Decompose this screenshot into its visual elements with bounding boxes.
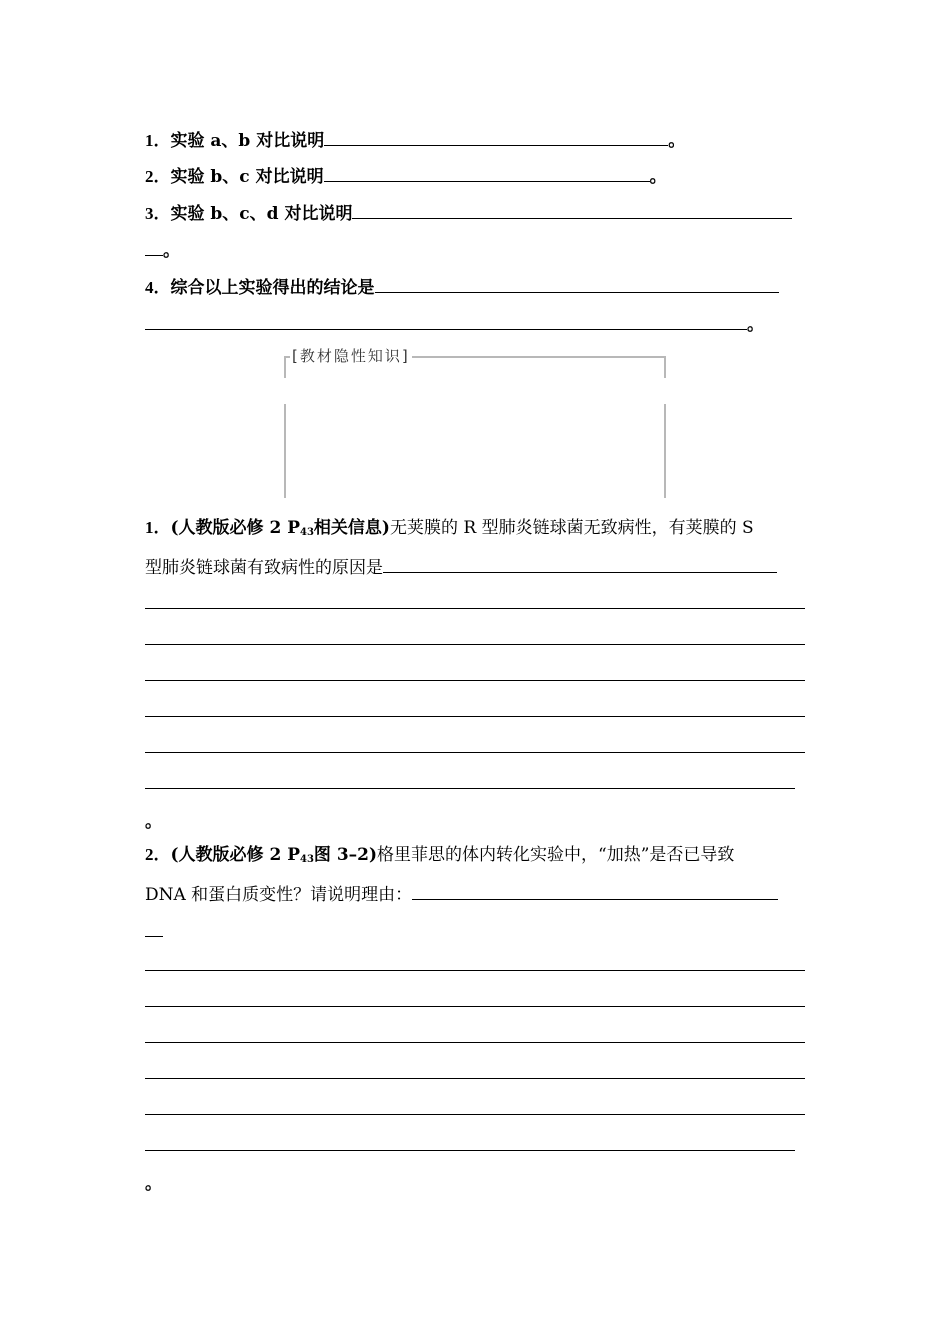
title-text: 教材隐性知识	[299, 347, 402, 365]
experiment-2-line	[145, 162, 667, 186]
title-bracket-right: ]	[401, 347, 410, 365]
experiment-4-blank-cont[interactable]	[145, 310, 747, 330]
experiment-4-text: 综合以上实验得出的结论是	[170, 278, 375, 298]
experiment-3-end: 。	[163, 241, 180, 261]
experiment-2-number: 2	[145, 167, 154, 186]
question-1-source-prefix: (人教版必修 2 P	[170, 518, 300, 538]
question-2-answer-line[interactable]	[145, 1150, 795, 1151]
experiment-3-number: 3	[145, 204, 154, 223]
question-2-answer-line[interactable]	[145, 970, 805, 971]
experiment-3-blank[interactable]	[352, 199, 792, 219]
hidden-knowledge-title	[290, 346, 412, 366]
experiment-4-end: 。	[747, 315, 764, 335]
question-1-sep: ．	[153, 518, 171, 538]
question-2-line-1	[145, 843, 734, 867]
question-1-answer-line[interactable]	[145, 608, 805, 609]
experiment-1-blank[interactable]	[324, 126, 668, 146]
experiment-1-sep: ．	[153, 131, 171, 151]
experiment-3-blank-cont[interactable]	[145, 236, 163, 256]
experiment-3-line	[145, 199, 792, 223]
question-2-line-3	[145, 917, 163, 941]
experiment-1-line	[145, 126, 685, 150]
question-1-line-2	[145, 553, 777, 577]
question-2-source-suffix: 图 3–2)	[313, 845, 378, 865]
experiment-4-line-cont	[145, 310, 764, 334]
experiment-1-text: 实验 a、b 对比说明	[170, 131, 325, 151]
experiment-3-sep: ．	[153, 204, 171, 224]
experiment-3-line-cont	[145, 236, 180, 260]
question-1-answer-line[interactable]	[145, 680, 805, 681]
experiment-2-end: 。	[649, 167, 667, 187]
experiment-4-number: 4	[145, 278, 154, 297]
question-1-answer-line[interactable]	[145, 788, 795, 789]
experiment-4-line	[145, 273, 779, 297]
question-2-source-prefix: (人教版必修 2 P	[170, 845, 300, 865]
experiment-3-text: 实验 b、c、d 对比说明	[170, 204, 353, 224]
question-2-text-line2: DNA 和蛋白质变性？请说明理由：	[145, 885, 413, 905]
question-1-answer-line[interactable]	[145, 716, 805, 717]
experiment-2-blank[interactable]	[324, 162, 650, 182]
question-2-end: 。	[145, 1174, 162, 1194]
question-1-line-1	[145, 516, 754, 540]
experiment-2-text: 实验 b、c 对比说明	[170, 167, 324, 187]
question-1-answer-line[interactable]	[145, 752, 805, 753]
experiment-2-sep: ．	[153, 167, 171, 187]
experiment-1-number: 1	[145, 131, 154, 150]
question-2-blank-cont[interactable]	[145, 917, 163, 937]
hidden-knowledge-frame	[284, 348, 666, 498]
question-2-answer-line[interactable]	[145, 1114, 805, 1115]
experiment-4-sep: ．	[153, 278, 171, 298]
question-2-number: 2	[145, 845, 154, 864]
question-1-text-line1: 无荚膜的 R 型肺炎链球菌无致病性，有荚膜的 S	[389, 518, 754, 538]
question-1-source-page: 43	[300, 527, 314, 538]
question-2-source-page: 43	[300, 854, 314, 865]
question-1-number: 1	[145, 518, 154, 537]
question-1-end: 。	[145, 812, 162, 832]
frame-right-bottom-border	[664, 404, 666, 498]
question-2-line-2	[145, 880, 778, 904]
question-1-blank[interactable]	[383, 553, 777, 573]
question-2-text-line1: 格里菲思的体内转化实验中，“加热”是否已导致	[377, 845, 735, 865]
question-1-text-line2: 型肺炎链球菌有致病性的原因是	[145, 558, 383, 578]
experiment-4-blank[interactable]	[375, 273, 779, 293]
title-bracket-left: [	[292, 347, 300, 365]
question-2-sep: ．	[153, 845, 171, 865]
question-1-answer-line[interactable]	[145, 644, 805, 645]
frame-left-bottom-border	[284, 404, 286, 498]
question-2-answer-line[interactable]	[145, 1006, 805, 1007]
experiment-1-end: 。	[668, 131, 686, 151]
question-2-answer-line[interactable]	[145, 1078, 805, 1079]
question-2-answer-line[interactable]	[145, 1042, 805, 1043]
question-2-blank[interactable]	[412, 880, 778, 900]
frame-left-top-border	[284, 356, 286, 378]
question-1-source-suffix: 相关信息)	[313, 518, 390, 538]
frame-right-top-border	[664, 356, 666, 378]
